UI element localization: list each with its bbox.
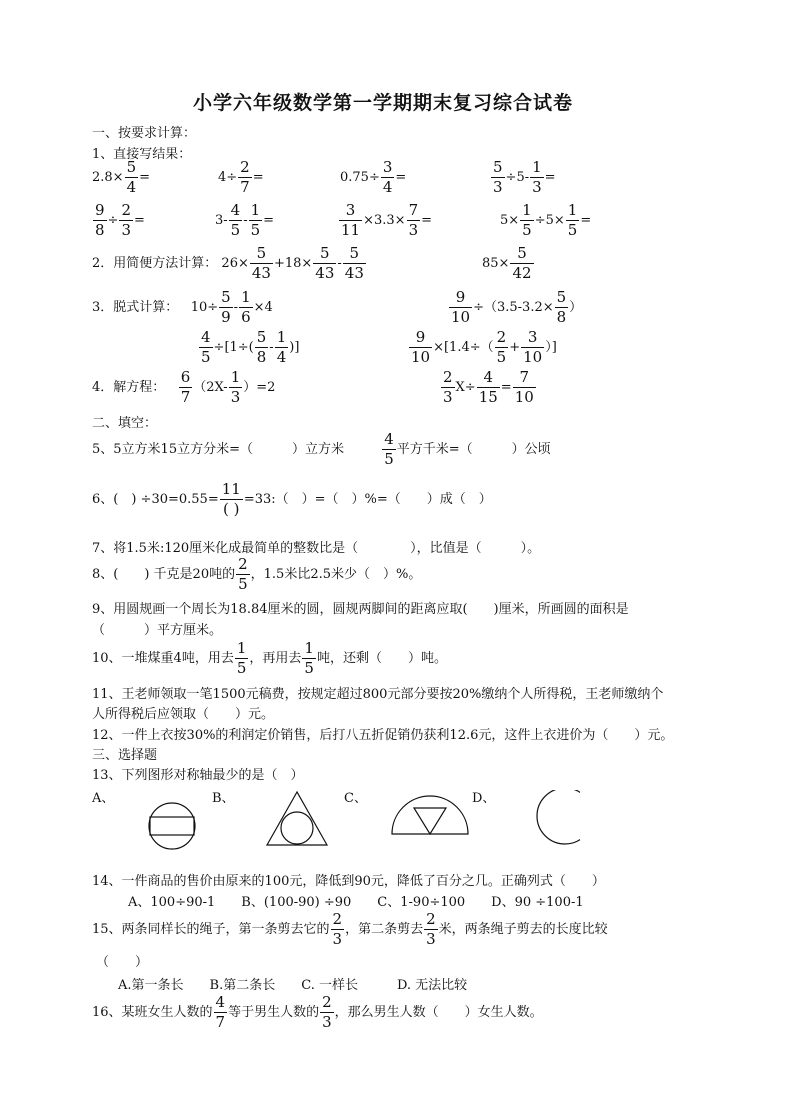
q3d: $\frac{9}{10}$ ×[1.4÷（ $\frac{2}{5}$ + $\frac{3}{10}$ ）] bbox=[411, 328, 557, 366]
section-1-header: 一、按要求计算： bbox=[92, 126, 197, 141]
q6: 6、( ) ÷30=0.55= $\frac{11}{( )}$ =33:（ ）=（ ）%=（ ）成（ ） bbox=[92, 480, 492, 518]
q1f: 3- $\frac{4}{5}$ - $\frac{1}{5}$ = bbox=[215, 201, 275, 239]
q14-options: A、100÷90-1 B、(100-90) ÷90 C、1-90÷100 D、90 ÷100-1 bbox=[128, 895, 584, 910]
q10: 10、一堆煤重4吨，用去 $\frac{1}{5}$ ，再用去 $\frac{1}{5}$ 吨，还剩（ ）吨。 bbox=[92, 639, 447, 677]
q2: 2．用简便方法计算： 26× $\frac{5}{43}$ +18× $\frac{5}{43}$ - $\frac{5}{43}$ bbox=[92, 244, 364, 282]
q15: 15、两条同样长的绳子，第一条剪去它的 $\frac{2}{3}$ ，第二条剪去 $\frac{2}{3}$ 米，两条绳子剪去的长度比较 bbox=[92, 910, 608, 948]
q13-option-a: A、 bbox=[92, 791, 115, 806]
section-2-header: 二、填空： bbox=[92, 416, 158, 431]
q4a: 4．解方程： $\frac{6}{7}$ （2X- $\frac{1}{3}$ ）=2 bbox=[92, 368, 276, 406]
q13-option-c: C、 bbox=[344, 791, 367, 806]
q5: 5、5立方米15立方分米=（ ）立方米 $\frac{4}{5}$ 平方千米=（ ）公顷 bbox=[92, 430, 551, 468]
circle-figure bbox=[537, 790, 580, 844]
q12: 12、一件上衣按30%的利润定价销售，后打八五折促销仍获利12.6元，这件上衣进价为（ ）元。 bbox=[92, 728, 674, 743]
q7: 7、将1.5米:120厘米化成最简单的整数比是（ ），比值是（ ）。 bbox=[92, 541, 541, 556]
q1e: $\frac{9}{8}$ ÷ $\frac{2}{3}$ = bbox=[95, 201, 145, 239]
q9-line-2: （ ）平方厘米。 bbox=[92, 623, 223, 638]
triangle-with-circle-figure bbox=[267, 792, 327, 845]
q8: 8、( ) 千克是20吨的 $\frac{2}{5}$ ，1.5米比2.5米少（ ）%。 bbox=[92, 555, 422, 593]
q1h: 5× $\frac{1}{5}$ ÷5× $\frac{1}{5}$ = bbox=[500, 201, 592, 239]
q1d: $\frac{5}{3}$ ÷5- $\frac{1}{3}$ = bbox=[493, 158, 556, 196]
circle-with-rectangle-figure bbox=[149, 803, 195, 849]
q1b: 4÷ $\frac{2}{7}$ = bbox=[218, 158, 264, 196]
semicircle-with-triangle-figure bbox=[392, 796, 468, 834]
q16: 16、某班女生人数的 $\frac{4}{7}$ 等于男生人数的 $\frac{2}{3}$ ，那么男生人数（ ）女生人数。 bbox=[92, 993, 543, 1031]
page-title: 小学六年级数学第一学期期末复习综合试卷 bbox=[193, 92, 574, 114]
q3c: $\frac{4}{5}$ ÷[1÷( $\frac{5}{8}$ - $\frac{1}{4}$ )] bbox=[201, 328, 300, 366]
q13-label: 13、下列图形对称轴最少的是（ ） bbox=[92, 768, 304, 783]
q4b: $\frac{2}{3}$ X÷ $\frac{4}{15}$ = $\frac{7}{10}$ bbox=[443, 368, 534, 406]
section-3-header: 三、选择题 bbox=[92, 748, 158, 763]
q1-label: 1、直接写结果： bbox=[92, 147, 192, 162]
q15-options: A.第一条长 B.第二条长 C. 一样长 D. 无法比较 bbox=[118, 978, 468, 993]
q11-line-1: 11、王老师领取一笔1500元稿费，按规定超过800元部分要按20%缴纳个人所得税，王老师缴纳个 bbox=[92, 687, 664, 702]
q1a: 2.8× $\frac{5}{4}$ = bbox=[92, 158, 151, 196]
q13-shapes bbox=[120, 790, 580, 850]
q3a: 3．脱式计算： 10÷ $\frac{5}{9}$ - $\frac{1}{6}$ ×4 bbox=[92, 288, 273, 326]
q14-label: 14、一件商品的售价由原来的100元，降低到90元，降低了百分之几。正确列式（ ） bbox=[92, 874, 605, 889]
q1c: 0.75÷ $\frac{3}{4}$ = bbox=[340, 158, 407, 196]
q13-option-b: B、 bbox=[212, 791, 235, 806]
q15-paren: （ ） bbox=[96, 955, 149, 970]
q13-option-d: D、 bbox=[472, 791, 496, 806]
q2b: 85× $\frac{5}{42}$ bbox=[482, 244, 532, 282]
q11-line-2: 人所得税后应领取（ ）元。 bbox=[92, 707, 275, 722]
q3b: $\frac{9}{10}$ ÷（3.5-3.2× $\frac{5}{8}$ ） bbox=[451, 288, 583, 326]
q9-line-1: 9、用圆规画一个周长为18.84厘米的圆，圆规两脚间的距离应取( )厘米，所画圆的面积是 bbox=[92, 602, 629, 617]
q1g: $\frac{3}{11}$ ×3.3× $\frac{7}{3}$ = bbox=[341, 201, 433, 239]
